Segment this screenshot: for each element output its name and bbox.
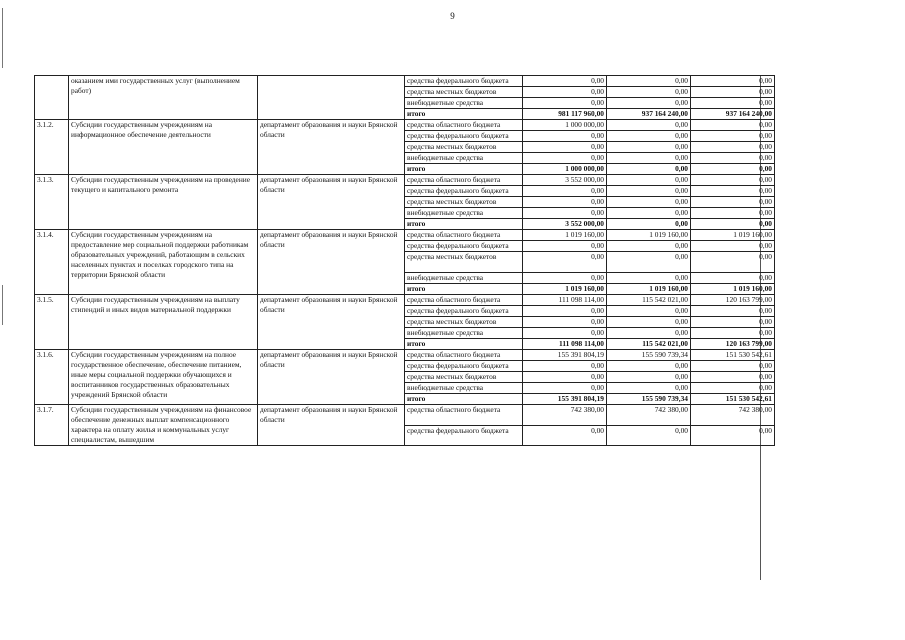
amount-cell: 155 391 804,19: [523, 350, 607, 361]
page-number: 9: [450, 11, 455, 21]
amount-cell: 0,00: [523, 131, 607, 142]
funding-source: средства областного бюджета: [405, 350, 523, 361]
funding-source: внебюджетные средства: [405, 98, 523, 109]
amount-cell: 0,00: [691, 197, 775, 208]
amount-cell: 0,00: [607, 317, 691, 328]
amount-cell: 115 542 021,00: [607, 339, 691, 350]
item-number: 3.1.2.: [35, 120, 69, 175]
table-row: [35, 230, 775, 241]
funding-source: итого: [405, 109, 523, 120]
amount-cell: 0,00: [523, 98, 607, 109]
amount-cell: 0,00: [523, 153, 607, 164]
amount-cell: 1 019 160,00: [607, 284, 691, 295]
amount-cell: 0,00: [523, 252, 607, 273]
amount-cell: 1 019 160,00: [691, 284, 775, 295]
amount-cell: 0,00: [691, 87, 775, 98]
funding-source: внебюджетные средства: [405, 153, 523, 164]
amount-cell: 0,00: [523, 361, 607, 372]
amount-cell: 0,00: [691, 273, 775, 284]
amount-cell: 0,00: [691, 426, 775, 446]
amount-cell: 3 552 000,00: [523, 219, 607, 230]
funding-source: итого: [405, 164, 523, 175]
amount-cell: 1 019 160,00: [691, 230, 775, 241]
amount-cell: 1 019 160,00: [523, 230, 607, 241]
funding-source: внебюджетные средства: [405, 328, 523, 339]
amount-cell: 0,00: [607, 252, 691, 273]
funding-source: средства областного бюджета: [405, 295, 523, 306]
item-name: Субсидии государственным учреждениям на проведение текущего и капитального ремонта: [69, 175, 258, 230]
amount-cell: 0,00: [607, 87, 691, 98]
amount-cell: 0,00: [607, 175, 691, 186]
amount-cell: 0,00: [691, 383, 775, 394]
amount-cell: 0,00: [523, 186, 607, 197]
funding-source: средства федерального бюджета: [405, 186, 523, 197]
amount-cell: 0,00: [607, 186, 691, 197]
scan-edge-mark: [2, 285, 3, 325]
amount-cell: 0,00: [691, 186, 775, 197]
funding-source: средства местных бюджетов: [405, 142, 523, 153]
amount-cell: 111 098 114,00: [523, 295, 607, 306]
amount-cell: 0,00: [607, 426, 691, 446]
item-name: Субсидии государственным учреждениям на предоставление мер социальной поддержки работникам образовательных учреждений, работающим в сельских населенных пунктах и поселках городского типа на территории Брянской области: [69, 230, 258, 295]
amount-cell: 981 117 960,00: [523, 109, 607, 120]
budget-table: [34, 75, 775, 446]
amount-cell: 0,00: [691, 208, 775, 219]
table-row: [35, 405, 775, 426]
amount-cell: 0,00: [691, 252, 775, 273]
item-executor: департамент образования и науки Брянской области: [258, 230, 405, 295]
item-executor: департамент образования и науки Брянской области: [258, 175, 405, 230]
amount-cell: 0,00: [523, 426, 607, 446]
amount-cell: 120 163 799,00: [691, 295, 775, 306]
item-number: 3.1.5.: [35, 295, 69, 350]
amount-cell: 0,00: [691, 328, 775, 339]
amount-cell: 0,00: [523, 273, 607, 284]
amount-cell: 742 380,00: [691, 405, 775, 426]
item-executor: департамент образования и науки Брянской области: [258, 405, 405, 446]
amount-cell: 115 542 021,00: [607, 295, 691, 306]
funding-source: итого: [405, 394, 523, 405]
amount-cell: 155 391 804,19: [523, 394, 607, 405]
amount-cell: 0,00: [691, 98, 775, 109]
amount-cell: 155 590 739,34: [607, 394, 691, 405]
funding-source: средства федерального бюджета: [405, 131, 523, 142]
item-name: Субсидии государственным учреждениям на полное государственное обеспечение, обеспечение питанием, иные меры социальной поддержки обучающихся и воспитанников государственных образовательных учреждений Брянской области: [69, 350, 258, 405]
table-row: [35, 295, 775, 306]
amount-cell: 151 530 542,61: [691, 350, 775, 361]
amount-cell: 0,00: [523, 372, 607, 383]
funding-source: итого: [405, 339, 523, 350]
funding-source: средства местных бюджетов: [405, 372, 523, 383]
amount-cell: 1 000 000,00: [523, 164, 607, 175]
amount-cell: 0,00: [523, 208, 607, 219]
amount-cell: 937 164 240,00: [691, 109, 775, 120]
amount-cell: 111 098 114,00: [523, 339, 607, 350]
funding-source: внебюджетные средства: [405, 383, 523, 394]
funding-source: средства областного бюджета: [405, 175, 523, 186]
amount-cell: 0,00: [607, 361, 691, 372]
amount-cell: 120 163 799,00: [691, 339, 775, 350]
amount-cell: 0,00: [523, 142, 607, 153]
item-number: 3.1.3.: [35, 175, 69, 230]
amount-cell: 1 019 160,00: [523, 284, 607, 295]
amount-cell: 0,00: [523, 87, 607, 98]
amount-cell: 0,00: [523, 328, 607, 339]
amount-cell: 0,00: [691, 153, 775, 164]
amount-cell: 0,00: [607, 120, 691, 131]
funding-source: итого: [405, 219, 523, 230]
item-name: Субсидии государственным учреждениям на выплату стипендий и иных видов материальной поддержки: [69, 295, 258, 350]
amount-cell: 0,00: [607, 306, 691, 317]
table-row: [35, 350, 775, 361]
item-name: Субсидии государственным учреждениям на финансовое обеспечение денежных выплат компенсационного характера на оплату жилья и коммунальных услуг специалистам, вышедшим: [69, 405, 258, 446]
amount-cell: 0,00: [523, 383, 607, 394]
amount-cell: 0,00: [607, 241, 691, 252]
table-row: [35, 76, 775, 87]
amount-cell: 0,00: [691, 175, 775, 186]
item-number: 3.1.6.: [35, 350, 69, 405]
funding-source: средства местных бюджетов: [405, 87, 523, 98]
amount-cell: 0,00: [607, 372, 691, 383]
amount-cell: 0,00: [691, 317, 775, 328]
funding-source: средства федерального бюджета: [405, 76, 523, 87]
funding-source: внебюджетные средства: [405, 273, 523, 284]
amount-cell: 0,00: [691, 361, 775, 372]
amount-cell: 0,00: [607, 98, 691, 109]
funding-source: средства федерального бюджета: [405, 426, 523, 446]
item-executor: департамент образования и науки Брянской области: [258, 350, 405, 405]
table-row: [35, 120, 775, 131]
item-number: 3.1.4.: [35, 230, 69, 295]
amount-cell: 0,00: [607, 164, 691, 175]
amount-cell: 0,00: [523, 76, 607, 87]
amount-cell: 742 380,00: [523, 405, 607, 426]
amount-cell: 0,00: [691, 306, 775, 317]
amount-cell: 0,00: [691, 241, 775, 252]
item-executor: департамент образования и науки Брянской области: [258, 120, 405, 175]
amount-cell: 0,00: [607, 328, 691, 339]
amount-cell: 0,00: [607, 153, 691, 164]
amount-cell: 0,00: [691, 120, 775, 131]
funding-source: внебюджетные средства: [405, 208, 523, 219]
budget-table-container: [34, 75, 775, 446]
funding-source: средства федерального бюджета: [405, 306, 523, 317]
amount-cell: 1 019 160,00: [607, 230, 691, 241]
amount-cell: 0,00: [691, 164, 775, 175]
amount-cell: 0,00: [607, 142, 691, 153]
amount-cell: 0,00: [691, 219, 775, 230]
funding-source: средства областного бюджета: [405, 405, 523, 426]
amount-cell: 0,00: [607, 219, 691, 230]
funding-source: средства областного бюджета: [405, 230, 523, 241]
amount-cell: 0,00: [691, 142, 775, 153]
amount-cell: 151 530 542,61: [691, 394, 775, 405]
amount-cell: 3 552 000,00: [523, 175, 607, 186]
amount-cell: 0,00: [607, 197, 691, 208]
funding-source: средства местных бюджетов: [405, 317, 523, 328]
amount-cell: 0,00: [691, 131, 775, 142]
amount-cell: 0,00: [691, 372, 775, 383]
amount-cell: 0,00: [607, 383, 691, 394]
amount-cell: 0,00: [607, 131, 691, 142]
table-row: [35, 175, 775, 186]
amount-cell: 0,00: [607, 273, 691, 284]
amount-cell: 1 000 000,00: [523, 120, 607, 131]
scan-edge-mark: [2, 8, 3, 68]
amount-cell: 0,00: [523, 317, 607, 328]
funding-source: итого: [405, 284, 523, 295]
funding-source: средства областного бюджета: [405, 120, 523, 131]
item-name: оказанием ими государственных услуг (выполнением работ): [69, 76, 258, 120]
item-executor: департамент образования и науки Брянской области: [258, 295, 405, 350]
amount-cell: 937 164 240,00: [607, 109, 691, 120]
amount-cell: 742 380,00: [607, 405, 691, 426]
item-number: [35, 76, 69, 120]
amount-cell: 155 590 739,34: [607, 350, 691, 361]
amount-cell: 0,00: [691, 76, 775, 87]
item-name: Субсидии государственным учреждениям на информационное обеспечение деятельности: [69, 120, 258, 175]
amount-cell: 0,00: [607, 76, 691, 87]
funding-source: средства федерального бюджета: [405, 241, 523, 252]
item-executor: [258, 76, 405, 120]
item-number: 3.1.7.: [35, 405, 69, 446]
amount-cell: 0,00: [523, 241, 607, 252]
funding-source: средства федерального бюджета: [405, 361, 523, 372]
funding-source: средства местных бюджетов: [405, 252, 523, 273]
amount-cell: 0,00: [523, 197, 607, 208]
funding-source: средства местных бюджетов: [405, 197, 523, 208]
amount-cell: 0,00: [607, 208, 691, 219]
amount-cell: 0,00: [523, 306, 607, 317]
